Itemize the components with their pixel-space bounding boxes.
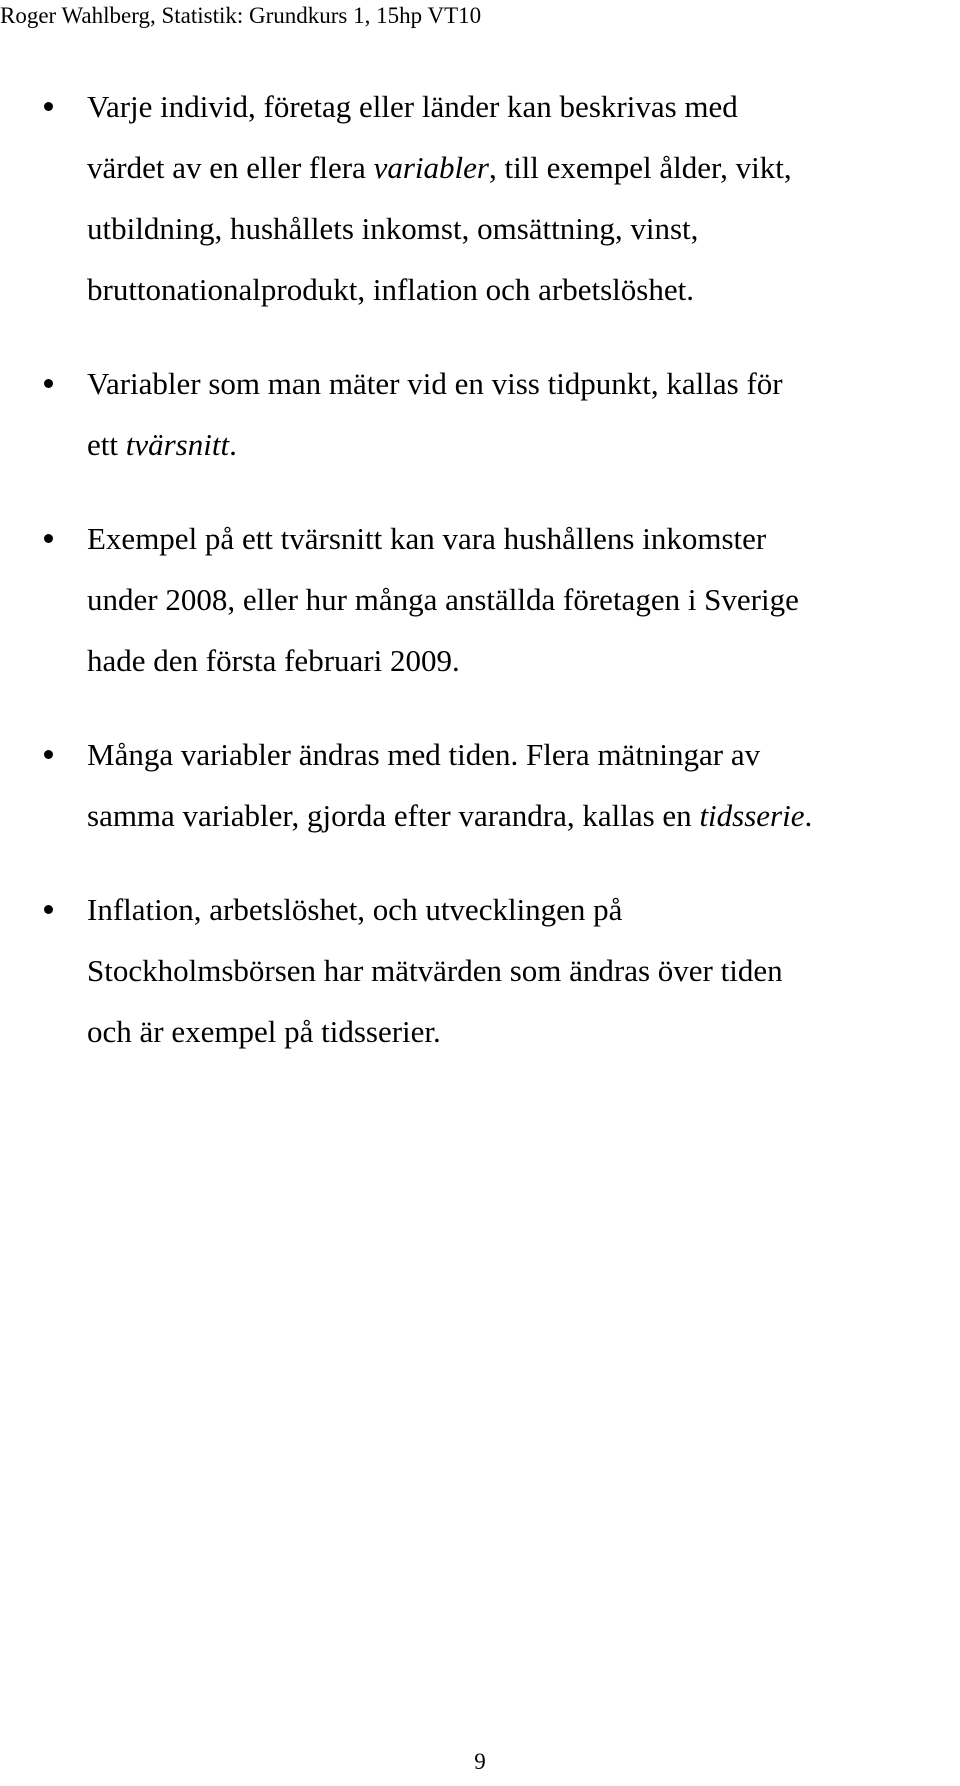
- bullet-text-line: [87, 198, 960, 259]
- text-run: under 2008, eller hur många anställda företagen i Sverige: [87, 582, 799, 617]
- bullet-item: [0, 879, 960, 1062]
- bullet-text-line: [87, 785, 960, 846]
- text-run: , till exempel ålder, vikt,: [488, 150, 792, 185]
- text-run: .: [804, 798, 813, 833]
- text-run: .: [229, 427, 237, 462]
- bullet-text-line: [87, 508, 960, 569]
- bullet-text-line: [87, 76, 960, 137]
- running-header: Roger Wahlberg, Statistik: Grundkurs 1, 15hp VT10: [0, 3, 482, 28]
- bullet-text-line: [87, 940, 960, 1001]
- page-number: 9: [474, 1749, 486, 1774]
- bullet-dot-icon: [44, 534, 53, 543]
- bullet-dot-icon: [44, 905, 53, 914]
- text-run: Exempel på ett tvärsnitt kan vara hushållens inkomster: [87, 521, 767, 556]
- bullet-text-line: [87, 1001, 960, 1062]
- text-run: samma variabler, gjorda efter varandra, kallas en: [87, 798, 700, 833]
- italic-term: tidsserie: [699, 798, 805, 833]
- bullet-text-line: [87, 259, 960, 320]
- bullet-dot-icon: [44, 750, 53, 759]
- bullet-list: [0, 76, 960, 1062]
- bullet-item: [0, 724, 960, 846]
- text-run: hade den första februari 2009.: [87, 643, 460, 678]
- text-run: Många variabler ändras med tiden. Flera mätningar av: [87, 737, 761, 772]
- text-run: Varje individ, företag eller länder kan beskrivas med: [87, 89, 738, 124]
- bullet-text-line: [87, 353, 960, 414]
- text-run: Variabler som man mäter vid en viss tidpunkt, kallas för: [87, 366, 783, 401]
- bullet-text-line: [87, 569, 960, 630]
- bullet-item: [0, 508, 960, 691]
- bullet-dot-icon: [44, 379, 53, 388]
- text-run: värdet av en eller flera: [87, 150, 374, 185]
- italic-term: tvärsnitt: [125, 427, 230, 462]
- bullet-item: [0, 76, 960, 320]
- bullet-text-line: [87, 724, 960, 785]
- bullet-item: [0, 353, 960, 475]
- bullet-text-line: [87, 630, 960, 691]
- text-run: ett: [87, 427, 126, 462]
- text-run: och är exempel på tidsserier.: [87, 1014, 441, 1049]
- text-run: Inflation, arbetslöshet, och utvecklingen på: [87, 892, 623, 927]
- italic-term: variabler: [373, 150, 489, 185]
- text-run: Stockholmsbörsen har mätvärden som ändras över tiden: [87, 953, 783, 988]
- bullet-text-line: [87, 414, 960, 475]
- text-run: utbildning, hushållets inkomst, omsättning, vinst,: [87, 211, 699, 246]
- text-run: bruttonationalprodukt, inflation och arbetslöshet.: [87, 272, 694, 307]
- bullet-text-line: [87, 137, 960, 198]
- bullet-dot-icon: [44, 102, 53, 111]
- bullet-text-line: [87, 879, 960, 940]
